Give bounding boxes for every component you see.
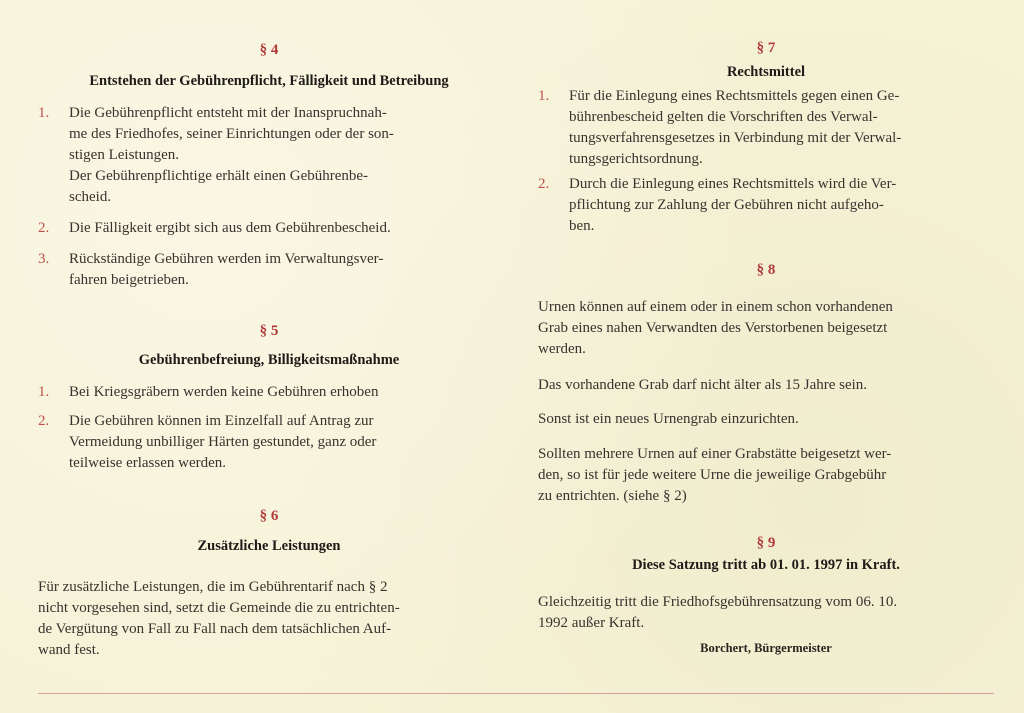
item-number: 2. <box>538 176 550 192</box>
item-text: Die Fälligkeit ergibt sich aus dem Gebührenbescheid. <box>69 220 391 236</box>
section-8-number: § 8 <box>756 262 776 278</box>
section-4-item-1 <box>38 103 500 208</box>
item-text: Die Gebühren können im Einzelfall auf Antrag zur Vermeidung unbilliger Härten gestundet, ganz oder teilweise erlassen werden. <box>69 413 377 471</box>
item-number: 1. <box>38 105 50 121</box>
item-number: 1. <box>38 384 50 400</box>
item-text: Die Gebührenpflicht entsteht mit der Inanspruchnah- me des Friedhofes, seiner Einrichtungen oder der son- stigen Leistungen. Der Gebührenpflichtige erhält einen Gebührenbe- scheid. <box>69 105 394 205</box>
section-7-item-1 <box>538 86 994 170</box>
bottom-divider <box>38 693 994 694</box>
section-5-number: § 5 <box>259 323 279 339</box>
section-4-title: Entstehen der Gebührenpflicht, Fälligkeit und Betreibung <box>89 73 449 89</box>
section-9-text: Gleichzeitig tritt die Friedhofsgebührensatzung vom 06. 10. 1992 außer Kraft. <box>538 594 898 631</box>
section-9-title: Diese Satzung tritt ab 01. 01. 1997 in Kraft. <box>632 557 900 573</box>
section-6-title: Zusätzliche Leistungen <box>197 538 341 554</box>
item-text: Durch die Einlegung eines Rechtsmittels wird die Ver- pflichtung zur Zahlung der Gebühren nicht aufgeho- ben. <box>569 176 897 234</box>
section-4-item-3 <box>38 249 500 291</box>
item-number: 2. <box>38 413 50 429</box>
item-number: 3. <box>38 251 50 267</box>
section-8-paragraph-1: Urnen können auf einem oder in einem schon vorhandenen Grab eines nahen Verwandten des Verstorbenen beigesetzt werden. <box>538 299 893 357</box>
section-7-number: § 7 <box>756 40 776 56</box>
section-5-title: Gebührenbefreiung, Billigkeitsmaßnahme <box>138 352 400 368</box>
section-4-number: § 4 <box>259 42 279 58</box>
item-text: Für die Einlegung eines Rechtsmittels gegen einen Ge- bührenbescheid gelten die Vorschriften des Verwal- tungsverfahrensgesetzes in Verbindung mit der Verwal- tungsgerichtsordnung. <box>569 88 902 167</box>
section-8-paragraph-3: Sonst ist ein neues Urnengrab einzurichten. <box>538 411 799 427</box>
section-4-item-2 <box>38 218 500 239</box>
section-8-paragraph-2: Das vorhandene Grab darf nicht älter als 15 Jahre sein. <box>538 377 868 393</box>
section-9-number: § 9 <box>756 535 776 551</box>
item-number: 1. <box>538 88 550 104</box>
item-number: 2. <box>38 220 50 236</box>
section-8-paragraph-4: Sollten mehrere Urnen auf einer Grabstätte beigesetzt wer- den, so ist für jede weitere Urne die jeweilige Grabgebühr zu entrichten. (siehe § 2) <box>538 446 892 504</box>
signature: Borchert, Bürgermeister <box>700 641 832 655</box>
section-7-item-2 <box>538 174 994 237</box>
section-5-item-1 <box>38 382 500 403</box>
section-6-text: Für zusätzliche Leistungen, die im Gebührentarif nach § 2 nicht vorgesehen sind, setzt die Gemeinde die zu entrichten- de Vergütung von Fall zu Fall nach dem tatsächlichen Auf- wand fest. <box>38 579 400 658</box>
item-text: Bei Kriegsgräbern werden keine Gebühren erhoben <box>69 384 379 400</box>
section-5-item-2 <box>38 411 500 474</box>
section-7-title: Rechtsmittel <box>726 64 806 80</box>
item-text: Rückständige Gebühren werden im Verwaltungsver- fahren beigetrieben. <box>69 251 384 288</box>
section-6-number: § 6 <box>259 508 279 524</box>
